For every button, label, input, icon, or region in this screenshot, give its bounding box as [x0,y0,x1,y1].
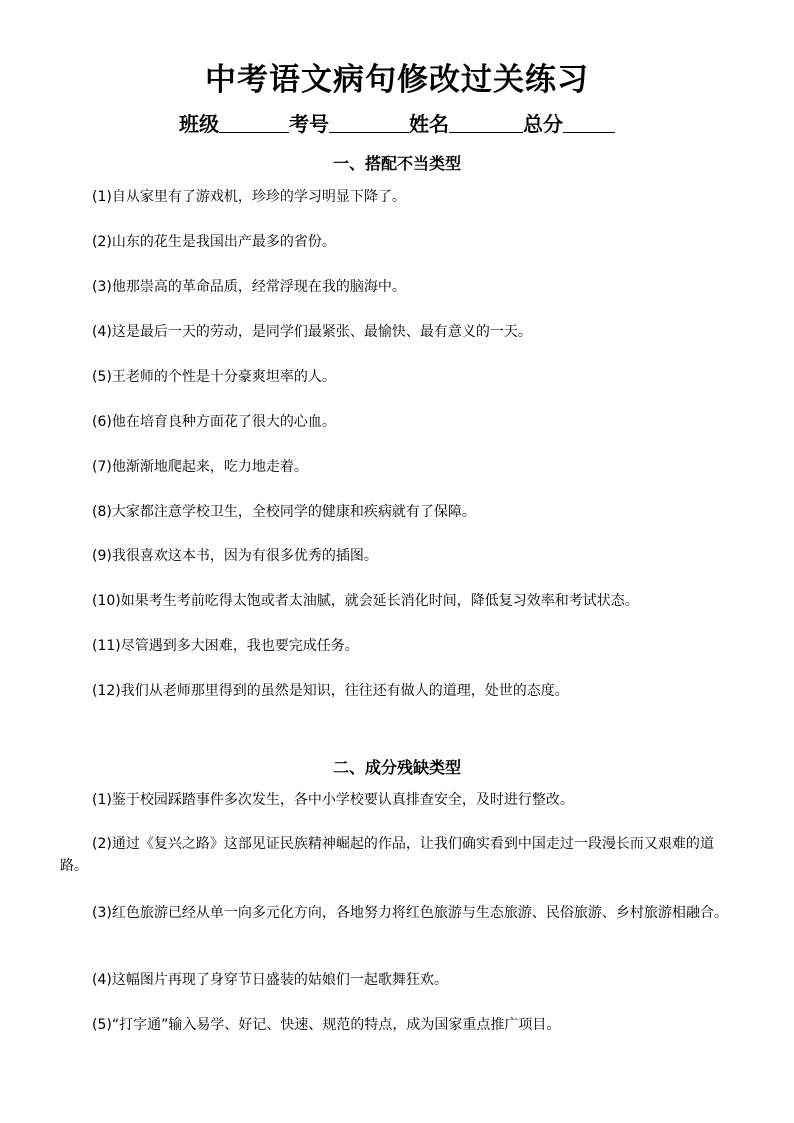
question-item: (3)红色旅游已经从单一向多元化方向，各地努力将红色旅游与生态旅游、民俗旅游、乡村旅游相融合。 [92,905,728,921]
name-label: 姓名 [409,112,449,136]
question-item: (2)通过《复兴之路》这部见证民族精神崛起的作品，让我们确实看到中国走过一段漫长而又艰难的道路。 [60,836,714,874]
question-item: (5)“打字通”输入易学、好记、快速、规范的特点，成为国家重点推广项目。 [92,1017,561,1033]
exam-no-blank [329,112,409,133]
question-item: (1)自从家里有了游戏机，珍珍的学习明显下降了。 [92,189,406,205]
question-item: (12)我们从老师那里得到的虽然是知识，往往还有做人的道理，处世的态度。 [92,683,569,699]
question-item: (8)大家都注意学校卫生，全校同学的健康和疾病就有了保障。 [92,504,476,520]
question-item: (3)他那崇高的革命品质，经常浮现在我的脑海中。 [92,279,406,295]
question-item: (6)他在培育良种方面花了很大的心血。 [92,414,336,430]
exam-no-label: 考号 [289,112,329,136]
question-item: (4)这幅图片再现了身穿节日盛装的姑娘们一起歌舞狂欢。 [92,972,448,988]
score-label: 总分 [523,112,563,136]
class-label: 班级 [179,112,219,136]
score-blank [563,112,615,133]
question-item: (11)尽管遇到多大困难，我也要完成任务。 [92,638,359,654]
section-title: 二、成分残缺类型 [332,758,461,777]
section-title: 一、搭配不当类型 [332,154,461,173]
question-item: (5)王老师的个性是十分豪爽坦率的人。 [92,369,336,385]
class-blank [219,112,289,133]
question-item: (1)鉴于校园踩踏事件多次发生，各中小学校要认真排查安全，及时进行整改。 [92,792,574,808]
question-item: (4)这是最后一天的劳动，是同学们最紧张、最愉快、最有意义的一天。 [92,324,532,340]
question-item: (10)如果考生考前吃得太饱或者太油腻，就会延长消化时间，降低复习效率和考试状态。 [92,593,639,609]
question-item: (2)山东的花生是我国出产最多的省份。 [92,234,336,250]
page-title: 中考语文病句修改过关练习 [205,62,589,98]
question-item: (7)他渐渐地爬起来，吃力地走着。 [92,459,308,475]
student-info-line [0,110,794,138]
name-blank [449,112,523,133]
question-item: (9)我很喜欢这本书，因为有很多优秀的插图。 [92,548,378,564]
